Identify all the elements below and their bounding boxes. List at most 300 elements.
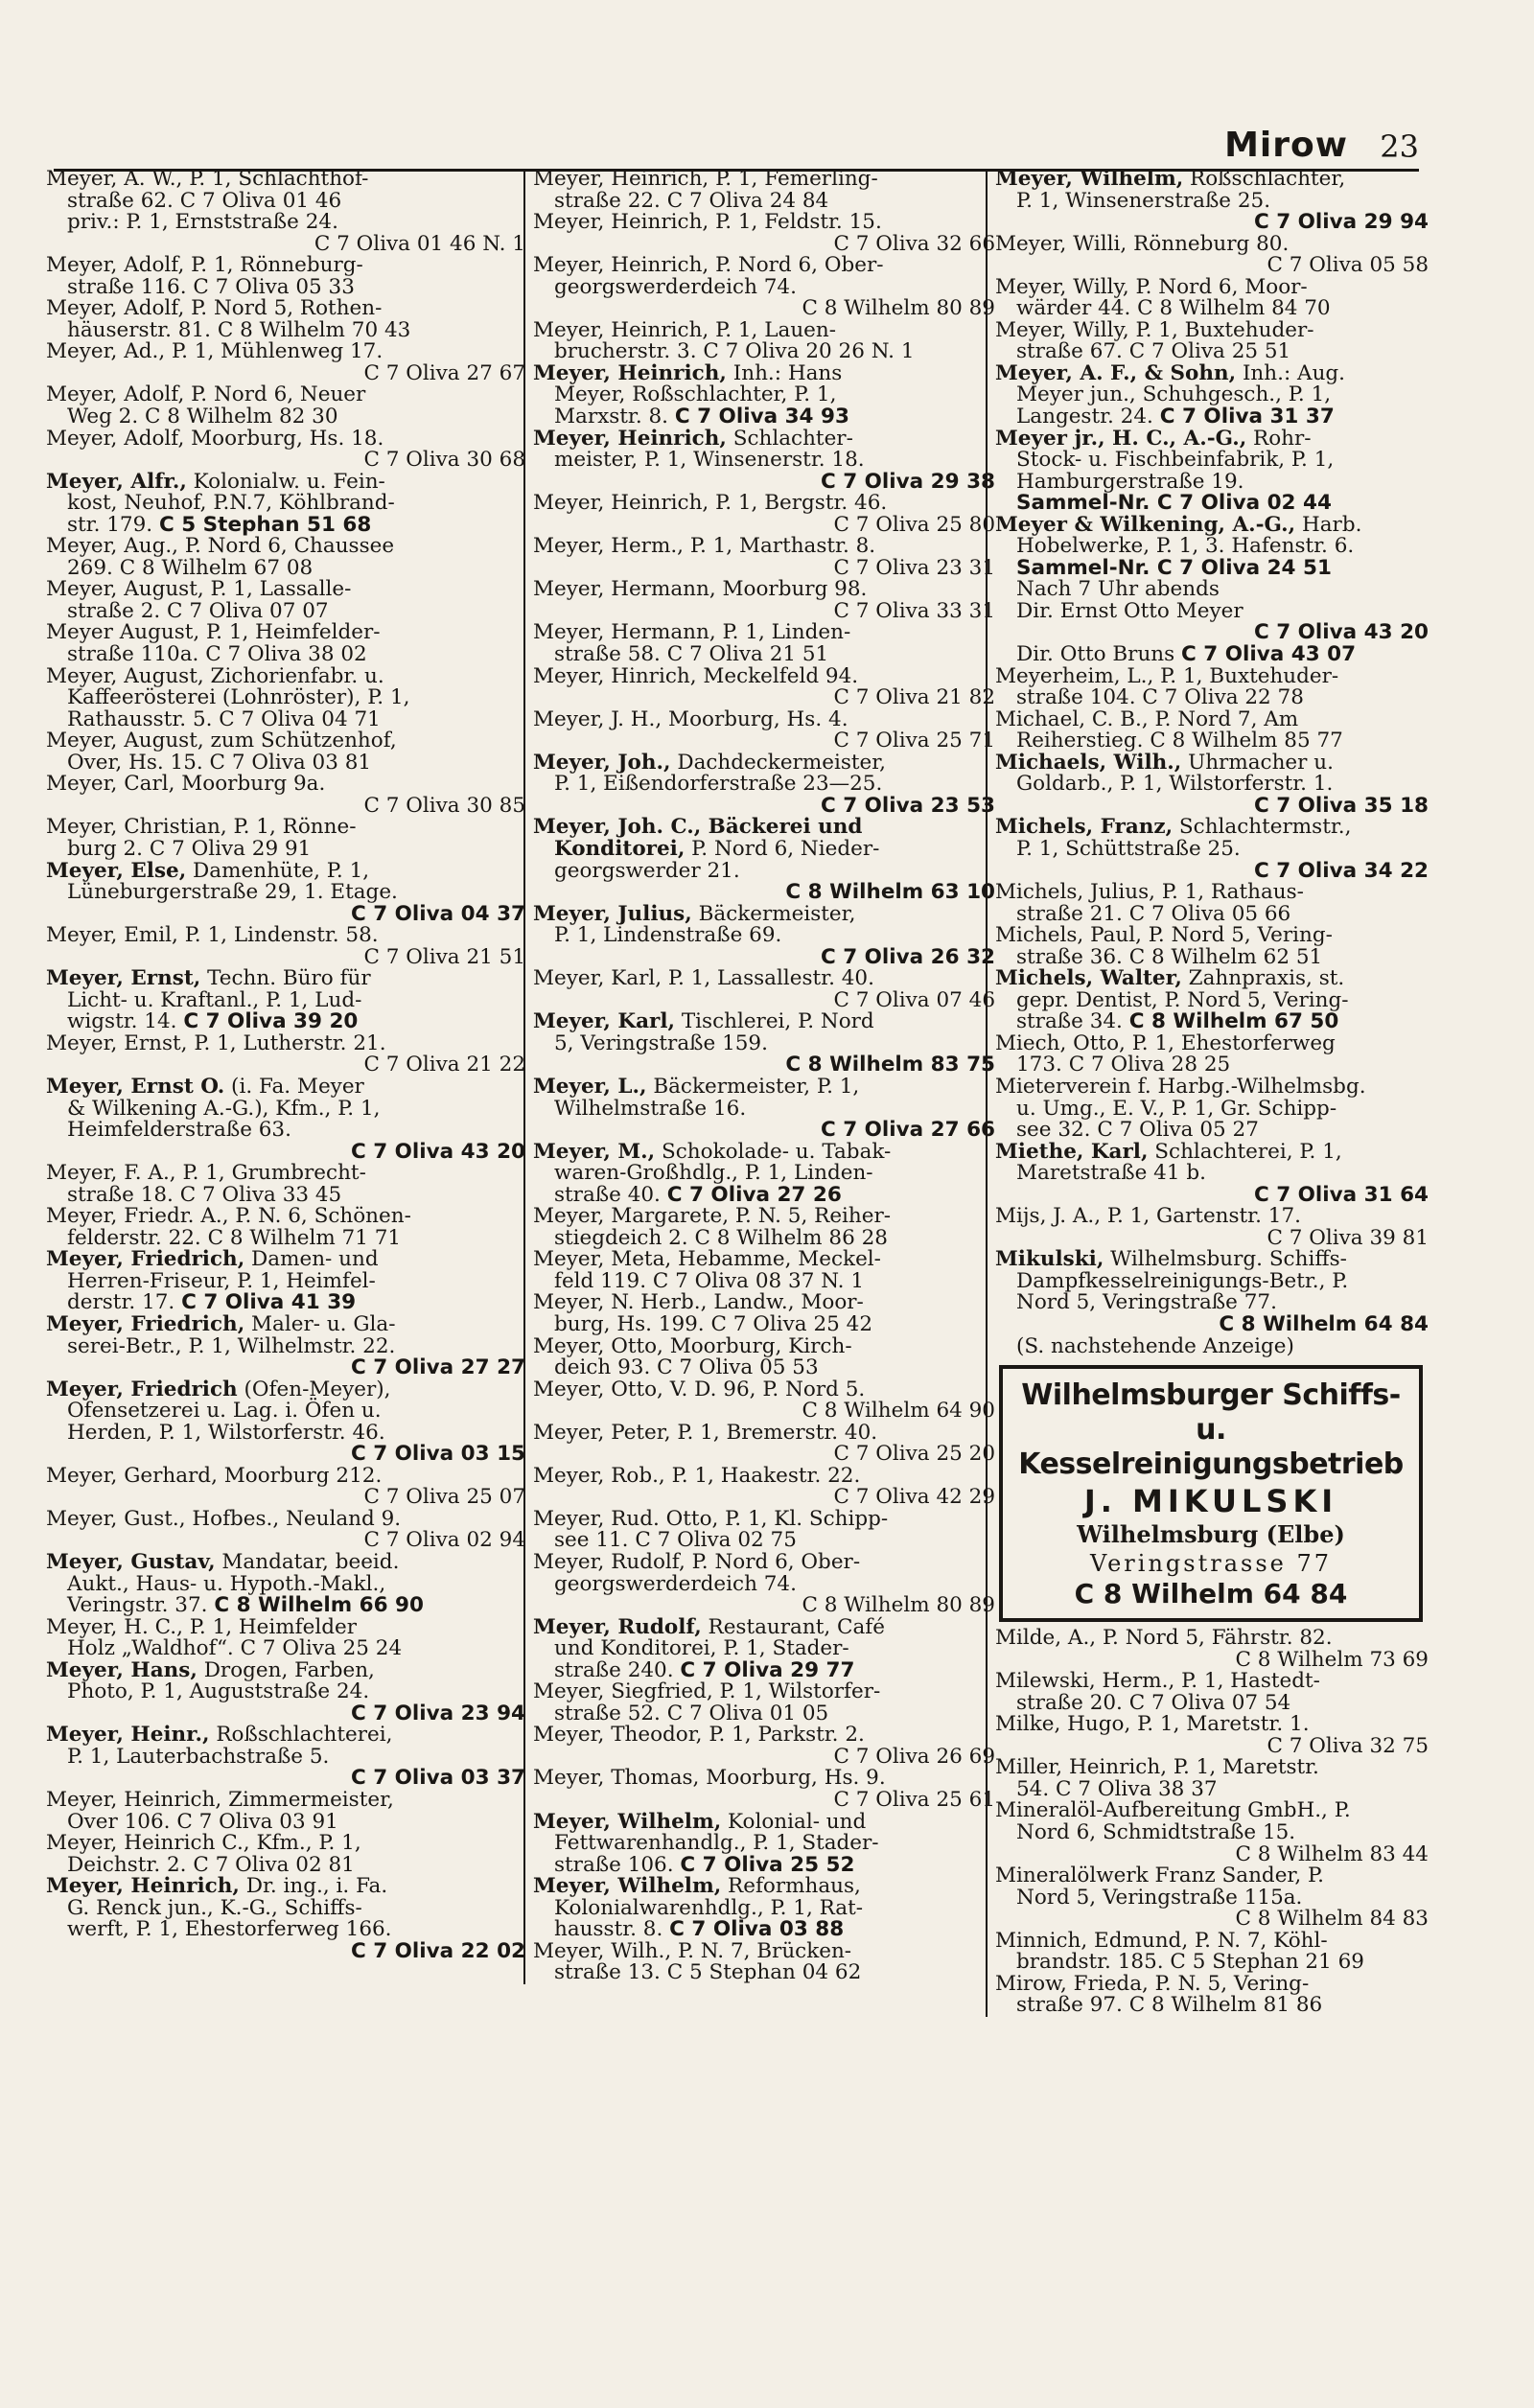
directory-entry <box>533 1206 995 1249</box>
directory-entry <box>995 1971 1429 2018</box>
entry-line <box>533 925 995 947</box>
entry-line <box>533 968 995 990</box>
entry-line <box>995 944 1429 969</box>
directory-entry <box>533 1876 995 1941</box>
directory-entry <box>46 1163 525 1206</box>
directory-entry <box>533 1725 995 1768</box>
directory-entry <box>995 817 1429 882</box>
directory-entry <box>46 663 525 731</box>
ad-line-1: Wilhelmsburger Schiffs- <box>1021 1378 1401 1413</box>
entry-text: Schokolade- u. Tabak- <box>655 1139 892 1164</box>
directory-entry <box>995 1671 1429 1714</box>
entry-line <box>533 341 995 363</box>
entry-name-bold: Meyer, Else, <box>46 858 187 883</box>
entry-text: Damen- und <box>244 1247 379 1272</box>
entry-line <box>533 1379 995 1401</box>
entry-line <box>533 298 995 320</box>
entry-text: brucherstr. 3. C 7 Oliva 20 26 N. 1 <box>554 339 915 364</box>
phone-number: C 7 Oliva 43 07 <box>1181 642 1357 667</box>
entry-line <box>995 512 1429 537</box>
entry-line <box>995 644 1429 666</box>
entry-text: Rathausstr. 5. C 7 Oliva 04 71 <box>67 706 381 731</box>
phone-number: C 7 Oliva 26 32 <box>820 944 995 969</box>
page-header <box>54 113 1419 172</box>
entry-line <box>533 836 995 861</box>
entry-text: 173. C 7 Oliva 28 25 <box>1016 1053 1231 1077</box>
entry-line <box>533 687 995 709</box>
entry-name-bold: Meyer, L., <box>533 1074 647 1099</box>
entry-text: straße 34. <box>1016 1009 1129 1034</box>
entry-line <box>533 1852 995 1877</box>
directory-entry <box>995 752 1429 818</box>
directory-entry <box>533 706 995 753</box>
entry-text: C 7 Oliva 32 66 <box>833 231 995 256</box>
entry-text: georgswerderdeich 74. <box>554 274 797 299</box>
entry-line <box>533 1420 995 1445</box>
entry-text: Schlachter- <box>726 426 853 451</box>
entry-line <box>995 706 1429 731</box>
entry-name-bold: Meyer, Wilhelm, <box>533 1874 722 1899</box>
entry-line <box>46 341 525 363</box>
entry-text: Roßschlachter, <box>1183 167 1346 191</box>
entry-text: Veringstr. 37. <box>67 1593 215 1618</box>
directory-entry <box>46 255 525 298</box>
entry-text: Marxstr. 8. <box>554 405 675 429</box>
entry-line <box>533 944 995 969</box>
entry-text: Meyer, Thomas, Moorburg, Hs. 9. <box>533 1766 886 1791</box>
entry-name-bold: Michels, Franz, <box>995 815 1174 840</box>
directory-entry <box>533 1011 995 1077</box>
entry-line <box>46 298 525 320</box>
entry-text: georgswerderdeich 74. <box>554 1571 797 1596</box>
entry-line <box>46 1895 525 1920</box>
directory-entry <box>46 1074 525 1164</box>
entry-line <box>995 858 1429 883</box>
directory-entry <box>995 1139 1429 1207</box>
entry-text: Inh.: Aug. <box>1236 360 1346 385</box>
entry-text: Meyer, Willy, P. 1, Buxtehuder- <box>995 317 1314 342</box>
ad-company-name: J. MIKULSKI <box>1083 1483 1338 1520</box>
entry-text: Zahnpraxis, st. <box>1181 966 1345 991</box>
directory-entry <box>533 1809 995 1877</box>
entry-text: Kolonialw. u. Fein- <box>186 469 385 494</box>
entry-line <box>46 925 525 947</box>
entry-text: C 8 Wilhelm 83 44 <box>1235 1841 1429 1866</box>
entry-text: Reiherstieg. C 8 Wilhelm 85 77 <box>1016 729 1343 753</box>
entry-line <box>995 579 1429 601</box>
directory-entry <box>46 536 525 579</box>
directory-entry <box>533 255 995 320</box>
entry-text: C 7 Oliva 33 31 <box>833 598 995 623</box>
entry-line <box>995 1096 1429 1121</box>
ad-location: Wilhelmsburg (Elbe) <box>1077 1520 1345 1549</box>
entry-line <box>46 1225 525 1250</box>
phone-number: C 7 Oliva 03 88 <box>669 1917 845 1942</box>
entry-text: C 7 Oliva 25 80 <box>833 512 995 537</box>
entry-line <box>46 774 525 796</box>
directory-entry <box>533 536 995 579</box>
phone-number: C 8 Wilhelm 64 84 <box>1219 1311 1429 1336</box>
entry-line <box>533 1962 995 1984</box>
entry-line <box>995 1182 1429 1207</box>
directory-entry <box>995 925 1429 968</box>
entry-line <box>46 1571 525 1596</box>
entry-text: straße 67. C 7 Oliva 25 51 <box>1016 339 1291 364</box>
entry-text: Hamburgerstraße 19. <box>1016 469 1244 494</box>
entry-text: straße 13. C 5 Stephan 04 62 <box>554 1960 862 1985</box>
entry-text: C 7 Oliva 02 94 <box>363 1528 525 1553</box>
entry-text: Weg 2. C 8 Wilhelm 82 30 <box>67 405 338 429</box>
entry-text: Aukt., Haus- u. Hypoth.-Makl., <box>67 1571 386 1596</box>
entry-line <box>46 944 525 969</box>
entry-text: Bäckermeister, <box>691 901 856 926</box>
entry-line <box>533 169 995 191</box>
entry-line <box>533 579 995 601</box>
entry-line <box>533 901 995 926</box>
phone-number: C 7 Oliva 41 39 <box>181 1290 357 1315</box>
column-2 <box>523 169 995 1984</box>
directory-entry <box>533 212 995 255</box>
entry-text: straße 21. C 7 Oliva 05 66 <box>1016 901 1291 926</box>
ad-line-2: u. Kesselreinigungsbetrieb <box>1018 1413 1404 1482</box>
directory-entry <box>46 169 525 255</box>
entry-text: Restaurant, Café <box>701 1614 885 1639</box>
entry-text: Drogen, Farben, <box>197 1657 375 1682</box>
directory-entry <box>46 1463 525 1510</box>
entry-line <box>995 1952 1429 1974</box>
entry-text: Meyer, Friedr. A., P. N. 6, Schönen- <box>46 1204 411 1229</box>
entry-text: Meyer, August, zum Schützenhof, <box>46 729 397 753</box>
entry-text: Meyer, Otto, V. D. 96, P. Nord 5. <box>533 1377 866 1401</box>
entry-text: Dampfkesselreinigungs-Betr., P. <box>1016 1268 1349 1293</box>
entry-line <box>995 1333 1429 1358</box>
entry-line <box>533 1895 995 1920</box>
entry-line <box>533 1919 995 1941</box>
entry-text: (Ofen-Meyer), <box>237 1377 391 1401</box>
entry-text: Miller, Heinrich, P. 1, Maretstr. <box>995 1755 1319 1780</box>
entry-text: C 7 Oliva 21 82 <box>833 685 995 710</box>
entry-line <box>995 1292 1429 1314</box>
advertisement-box <box>999 1365 1423 1622</box>
entry-line <box>46 384 525 406</box>
entry-line <box>533 730 995 752</box>
entry-text: und Konditorei, P. 1, Stader- <box>554 1636 849 1661</box>
entry-line <box>46 1919 525 1941</box>
entry-line <box>533 231 995 256</box>
entry-text: straße 106. <box>554 1852 681 1877</box>
entry-line <box>46 1182 525 1207</box>
entry-line <box>46 730 525 752</box>
entry-line <box>995 598 1429 623</box>
phone-number: C 7 Oliva 43 20 <box>1253 620 1429 645</box>
entry-line <box>46 663 525 688</box>
entry-text: C 7 Oliva 32 75 <box>1267 1733 1429 1758</box>
entry-line <box>46 1681 525 1703</box>
directory-entry <box>533 968 995 1011</box>
entry-text: (i. Fa. Meyer <box>224 1074 364 1099</box>
entry-text: werft, P. 1, Ehestorferweg 166. <box>67 1917 392 1942</box>
directory-entry <box>533 622 995 665</box>
entry-text: Meyer, Adolf, P. Nord 6, Neuer <box>46 382 366 407</box>
entry-text: Kaffeerösterei (Lohnröster), P. 1, <box>67 685 410 710</box>
directory-entry <box>995 1714 1429 1757</box>
entry-line <box>533 1463 995 1488</box>
entry-text: Meyer, Ernst, P. 1, Lutherstr. 21. <box>46 1030 386 1055</box>
running-head: Mirow <box>1224 126 1348 165</box>
entry-line <box>533 1790 995 1812</box>
entry-name-bold: Meyer, Hans, <box>46 1657 198 1682</box>
entry-text: Meyer, N. Herb., Landw., Moor- <box>533 1290 864 1315</box>
entry-text: Licht- u. Kraftanl., P. 1, Lud- <box>67 987 362 1012</box>
entry-text: Meyer, Adolf, Moorburg, Hs. 18. <box>46 426 384 451</box>
entry-text: see 11. C 7 Oliva 02 75 <box>554 1528 797 1553</box>
phone-number: C 7 Oliva 29 77 <box>680 1657 855 1682</box>
entry-text: C 7 Oliva 30 85 <box>363 793 525 818</box>
entry-text: Meyer, Rud. Otto, P. 1, Kl. Schipp- <box>533 1506 889 1531</box>
entry-text: C 7 Oliva 26 69 <box>833 1744 995 1769</box>
entry-text: Meyer, Roßschlachter, P. 1, <box>554 382 837 407</box>
entry-line <box>46 512 525 537</box>
entry-line <box>46 1420 525 1445</box>
entry-text: Meyer, Willi, Rönneburg 80. <box>995 231 1290 256</box>
phone-number: C 7 Oliva 23 94 <box>350 1701 525 1725</box>
entry-line <box>533 663 995 688</box>
entry-text: Meyer, Aug., P. Nord 6, Chaussee <box>46 534 395 559</box>
entry-name-bold: Michaels, Wilh., <box>995 750 1182 775</box>
directory-entry <box>533 1292 995 1335</box>
directory-entry <box>533 317 995 364</box>
entry-text: wärder 44. C 8 Wilhelm 84 70 <box>1016 296 1331 321</box>
entry-text: Meyer, Heinrich, Zimmermeister, <box>46 1788 394 1813</box>
entry-line <box>995 925 1429 947</box>
directory-entry <box>46 1552 525 1617</box>
entry-text: Wilhelmsburg. Schiffs- <box>1104 1247 1347 1272</box>
directory-entry <box>995 1030 1429 1077</box>
entry-line <box>995 493 1429 515</box>
entry-text: Hobelwerke, P. 1, 3. Hafenstr. 6. <box>1016 534 1355 559</box>
entry-name-bold: Meyer, Heinrich, <box>533 360 727 385</box>
entry-text: P. 1, Winsenerstraße 25. <box>1016 188 1271 213</box>
entry-line <box>46 1614 525 1639</box>
entry-text: Heimfelderstraße 63. <box>67 1118 291 1143</box>
entry-name-bold: Meyer jr., H. C., A.-G., <box>995 426 1247 451</box>
directory-entry <box>46 925 525 968</box>
entry-line <box>995 341 1429 363</box>
entry-name-bold: Meyer, Julius, <box>533 901 692 926</box>
entry-text: Deichstr. 2. C 7 Oliva 02 81 <box>67 1852 355 1877</box>
entry-text: Ofensetzerei u. Lag. i. Öfen u. <box>67 1399 382 1424</box>
entry-line <box>46 1530 525 1552</box>
entry-line <box>995 1163 1429 1185</box>
entry-line <box>533 555 995 580</box>
entry-text: P. 1, Schüttstraße 25. <box>1016 836 1241 861</box>
entry-line <box>533 1703 995 1725</box>
entry-line <box>533 1206 995 1228</box>
entry-text: C 7 Oliva 27 67 <box>363 360 525 385</box>
phone-number: C 7 Oliva 03 15 <box>350 1442 525 1467</box>
entry-line <box>533 1833 995 1855</box>
entry-text: Techn. Büro für <box>200 966 371 991</box>
entry-line <box>995 384 1429 406</box>
entry-line <box>533 1809 995 1834</box>
directory-entry <box>533 752 995 818</box>
entry-text: C 7 Oliva 25 61 <box>833 1788 995 1813</box>
entry-line <box>533 1530 995 1552</box>
directory-entry <box>533 360 995 429</box>
entry-line <box>995 622 1429 644</box>
entry-line <box>533 622 995 644</box>
entry-line <box>46 536 525 558</box>
entry-line <box>46 1463 525 1488</box>
entry-line <box>533 858 995 883</box>
entry-line <box>46 1292 525 1314</box>
entry-line <box>995 1714 1429 1736</box>
phone-number: C 8 Wilhelm 67 50 <box>1128 1009 1339 1034</box>
entry-line <box>46 1333 525 1358</box>
entry-text: Meyer, Karl, P. 1, Lassallestr. 40. <box>533 966 874 991</box>
phone-number: C 5 Stephan 51 68 <box>158 512 372 537</box>
directory-entry <box>46 1833 525 1876</box>
entry-line <box>46 817 525 839</box>
entry-text: straße 36. C 8 Wilhelm 62 51 <box>1016 944 1323 969</box>
entry-line <box>46 1876 525 1898</box>
entry-line <box>46 706 525 731</box>
entry-line <box>46 1011 525 1033</box>
entry-text: Meyer, Margarete, P. N. 5, Reiher- <box>533 1204 892 1229</box>
entry-name-bold: Meyer, Friedrich, <box>46 1311 245 1336</box>
entry-line <box>533 1139 995 1164</box>
entry-line <box>995 793 1429 818</box>
directory-entry <box>995 360 1429 429</box>
entry-line <box>533 1096 995 1121</box>
entry-text: Meyer, Willy, P. Nord 6, Moor- <box>995 274 1308 299</box>
entry-line <box>533 1444 995 1466</box>
entry-line <box>995 1865 1429 1887</box>
entry-text: Kolonial- und <box>721 1809 867 1834</box>
phone-number: C 7 Oliva 39 20 <box>183 1009 359 1034</box>
entry-line <box>995 188 1429 213</box>
entry-text: Meyerheim, L., P. 1, Buxtehuder- <box>995 663 1339 688</box>
entry-text: C 8 Wilhelm 80 89 <box>802 296 995 321</box>
entry-line <box>46 1206 525 1228</box>
entry-line <box>46 836 525 861</box>
directory-entry <box>995 706 1429 753</box>
entry-line <box>46 622 525 644</box>
phone-number: C 7 Oliva 31 64 <box>1253 1182 1429 1207</box>
directory-entry <box>995 169 1429 234</box>
entry-name-bold: Meyer, Friedrich <box>46 1377 238 1401</box>
entry-line <box>995 274 1429 299</box>
phone-number: C 7 Oliva 04 37 <box>350 901 525 926</box>
directory-entry <box>46 1206 525 1249</box>
entry-text: 54. C 7 Oliva 38 37 <box>1016 1776 1218 1801</box>
entry-text: georgswerder 21. <box>554 858 740 883</box>
directory-entry <box>46 384 525 428</box>
directory-entry <box>533 1333 995 1380</box>
entry-line <box>46 169 525 191</box>
entry-line <box>46 231 525 256</box>
entry-line <box>46 274 525 299</box>
entry-line <box>533 450 995 472</box>
directory-entry <box>533 901 995 969</box>
entry-line <box>995 1268 1429 1293</box>
entry-text: Fettwarenhandlg., P. 1, Stader- <box>554 1831 879 1856</box>
directory-entry <box>533 1249 995 1292</box>
entry-text: häuserstr. 81. C 8 Wilhelm 70 43 <box>67 317 411 342</box>
entry-line <box>533 644 995 666</box>
entry-line <box>995 1822 1429 1844</box>
entry-line <box>46 858 525 883</box>
entry-line <box>46 1657 525 1682</box>
entry-name-bold: Mikulski, <box>995 1247 1104 1272</box>
entry-line <box>46 901 525 926</box>
entry-text: Inh.: Hans <box>726 360 843 385</box>
entry-line <box>46 1833 525 1855</box>
entry-name-bold: Meyer, Heinrich, <box>533 426 727 451</box>
entry-line <box>533 1268 995 1293</box>
entry-text: P. 1, Lauterbachstraße 5. <box>67 1744 330 1769</box>
entry-line <box>46 1703 525 1725</box>
directory-entry <box>46 428 525 472</box>
entry-text: see 32. C 7 Oliva 05 27 <box>1016 1118 1259 1143</box>
directory-entry <box>46 1614 525 1661</box>
entry-text: feld 119. C 7 Oliva 08 37 N. 1 <box>554 1268 865 1293</box>
directory-entry <box>46 622 525 665</box>
entry-text: kost, Neuhof, P.N.7, Köhlbrand- <box>67 491 395 516</box>
entry-line <box>46 555 525 580</box>
entry-text: Meyer, F. A., P. 1, Grumbrecht- <box>46 1161 366 1186</box>
directory-entry <box>46 1876 525 1962</box>
entry-text: P. Nord 6, Nieder- <box>685 836 880 861</box>
entry-text: Mandatar, beeid. <box>215 1550 400 1574</box>
entry-line <box>533 817 995 839</box>
entry-line <box>533 1614 995 1639</box>
entry-text: Minnich, Edmund, P. N. 7, Köhl- <box>995 1928 1328 1953</box>
entry-line <box>46 968 525 990</box>
page-number: 23 <box>1380 128 1419 165</box>
entry-text: gepr. Dentist, P. Nord 5, Vering- <box>1016 987 1349 1012</box>
entry-name-bold: Meyer, Heinr., <box>46 1723 210 1748</box>
directory-entry <box>533 1768 995 1811</box>
entry-line <box>995 836 1429 861</box>
column-3 <box>986 169 1429 2017</box>
entry-line <box>46 450 525 472</box>
entry-text: straße 116. C 7 Oliva 05 33 <box>67 274 355 299</box>
entry-text: Holz „Waldhof“. C 7 Oliva 25 24 <box>67 1636 403 1661</box>
directory-entry <box>533 1139 995 1207</box>
entry-line <box>46 644 525 666</box>
entry-text: Meyer, Siegfried, P. 1, Wilstorfer- <box>533 1679 881 1704</box>
entry-text: Meyer, Herm., P. 1, Marthastr. 8. <box>533 534 876 559</box>
entry-text: Meyer, Heinrich, P. 1, Lauen- <box>533 317 837 342</box>
entry-text: Over 106. C 7 Oliva 03 91 <box>67 1809 338 1834</box>
entry-text: straße 22. C 7 Oliva 24 84 <box>554 188 829 213</box>
entry-line <box>46 1638 525 1660</box>
entry-line <box>995 1671 1429 1693</box>
entry-text: Meyer, Peter, P. 1, Bremerstr. 40. <box>533 1420 878 1445</box>
entry-line <box>995 1074 1429 1099</box>
entry-text: Meyer, Hermann, Moorburg 98. <box>533 577 868 602</box>
entry-name-bold: Meyer, Rudolf, <box>533 1614 702 1639</box>
entry-text: Meyer, August, Zichorienfabr. u. <box>46 663 384 688</box>
entry-line <box>46 212 525 234</box>
entry-text: Schlachtermstr., <box>1173 815 1352 840</box>
entry-text: Wilhelmstraße 16. <box>554 1096 747 1121</box>
entry-line <box>533 1333 995 1358</box>
entry-line <box>46 493 525 515</box>
directory-entry <box>995 274 1429 321</box>
entry-text: Photo, P. 1, Auguststraße 24. <box>67 1679 370 1704</box>
